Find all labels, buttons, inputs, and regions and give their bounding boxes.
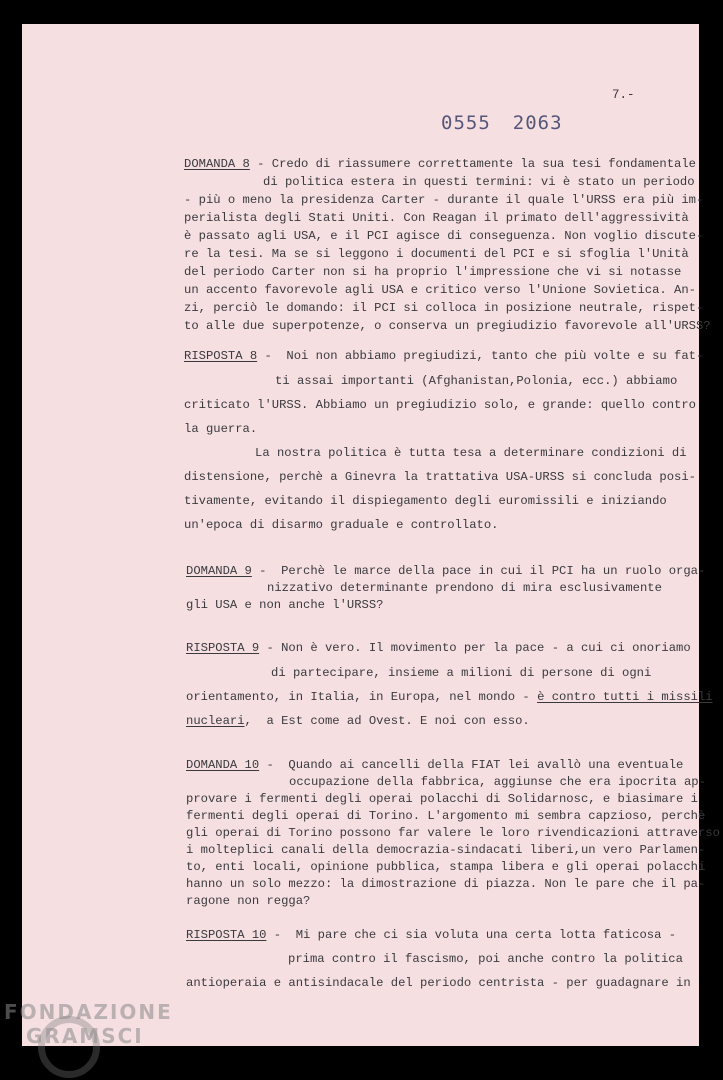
answer-label: RISPOSTA 10 — [186, 928, 267, 942]
text-line: nizzativo determinante prendono di mira esclusivamente — [267, 581, 662, 595]
text-line: - Perchè le marce della pace in cui il PCI ha un ruolo orga- — [251, 564, 706, 578]
watermark — [4, 1000, 173, 1048]
text-line: perialista degli Stati Uniti. Con Reagan il primato dell'aggressività — [184, 211, 689, 225]
text-line: occupazione della fabbrica, aggiunse che era ipocrita ap- — [289, 775, 706, 789]
question-label: DOMANDA 8 — [184, 157, 250, 171]
text-line: ti assai importanti (Afghanistan,Polonia, ecc.) abbiamo — [275, 374, 678, 388]
text-line: hanno un solo mezzo: la dimostrazione di piazza. Non le pare che il pa- — [186, 877, 706, 891]
text-line: ragone non regga? — [186, 894, 311, 908]
text-line: un accento favorevole agli USA e critico verso l'Unione Sovietica. An- — [184, 283, 696, 297]
question-label: DOMANDA 10 — [186, 758, 260, 772]
text-line: - Mi pare che ci sia voluta una certa lotta faticosa - — [266, 928, 677, 942]
text-line: gli operai di Torino possono far valere le loro rivendicazioni attraverso — [186, 826, 720, 840]
text-line: provare i fermenti degli operai polacchi di Solidarnosc, e biasimare i — [186, 792, 698, 806]
text-line: antioperaia e antisindacale del periodo centrista - per guadagnare in — [186, 976, 691, 990]
text-line: i molteplici canali della democrazia-sindacati liberi,un vero Parlamen- — [186, 843, 706, 857]
text-line: - Credo di riassumere correttamente la sua tesi fondamentale — [249, 157, 696, 171]
watermark-line-1: FONDAZIONE — [4, 1000, 173, 1024]
text-line: prima contro il fascismo, poi anche contro la politica — [288, 952, 683, 966]
text-line: di politica estera in questi termini: vi è stato un periodo — [263, 175, 695, 189]
text-line: di partecipare, insieme a milioni di persone di ogni — [271, 666, 652, 680]
text-line: un'epoca di disarmo graduale e controllato. — [184, 518, 499, 532]
text-line: re la tesi. Ma se si leggono i documenti del PCI e si sfoglia l'Unità — [184, 247, 689, 261]
answer-label: RISPOSTA 9 — [186, 641, 260, 655]
archive-code-1: 0555 — [441, 112, 491, 134]
text-line: , a Est come ad Ovest. E noi con esso. — [244, 714, 530, 728]
answer-label: RISPOSTA 8 — [184, 349, 258, 363]
watermark-line-2: GRAMSCI — [26, 1024, 144, 1048]
text-line: orientamento, in Italia, in Europa, nel mondo - — [186, 690, 538, 704]
text-line: to, enti locali, opinione pubblica, stampa libera e gli operai polacchi — [186, 860, 706, 874]
text-line: tivamente, evitando il dispiegamento degli euromissili e iniziando — [184, 494, 667, 508]
text-line: - Quando ai cancelli della FIAT lei avallò una eventuale — [259, 758, 684, 772]
document-page — [22, 24, 720, 1046]
text-line: è passato agli USA, e il PCI agisce di conseguenza. Non voglio discute- — [184, 229, 704, 243]
text-line: la guerra. — [184, 422, 258, 436]
text-line: fermenti degli operai di Torino. L'argomento mi sembra capzioso, perchè — [186, 809, 706, 823]
text-line: gli USA e non anche l'URSS? — [186, 598, 384, 612]
underlined-text: è contro tutti i missili — [537, 690, 713, 704]
question-label: DOMANDA 9 — [186, 564, 252, 578]
text-line: distensione, perchè a Ginevra la trattativa USA-URSS si concluda posi- — [184, 470, 696, 484]
text-line: del periodo Carter non si ha proprio l'impressione che vi si notasse — [184, 265, 682, 279]
text-line: criticato l'URSS. Abbiamo un pregiudizio solo, e grande: quello contro — [184, 398, 696, 412]
text-line: zi, perciò le domando: il PCI si colloca in posizione neutrale, rispet- — [184, 301, 704, 315]
text-line: to alle due superpotenze, o conserva un pregiudizio favorevole all'URSS? — [184, 319, 711, 333]
text-line: - Noi non abbiamo pregiudizi, tanto che più volte e su fat- — [257, 349, 704, 363]
text-line: - Non è vero. Il movimento per la pace - a cui ci onoriamo — [259, 641, 691, 655]
text-line: La nostra politica è tutta tesa a determinare condizioni di — [255, 446, 687, 460]
page-number: 7.- — [612, 88, 635, 102]
text-line: - più o meno la presidenza Carter - durante il quale l'URSS era più im- — [184, 193, 704, 207]
archive-code-2: 2063 — [512, 112, 563, 134]
archive-stamp — [441, 112, 563, 134]
underlined-text: nucleari — [186, 714, 245, 728]
